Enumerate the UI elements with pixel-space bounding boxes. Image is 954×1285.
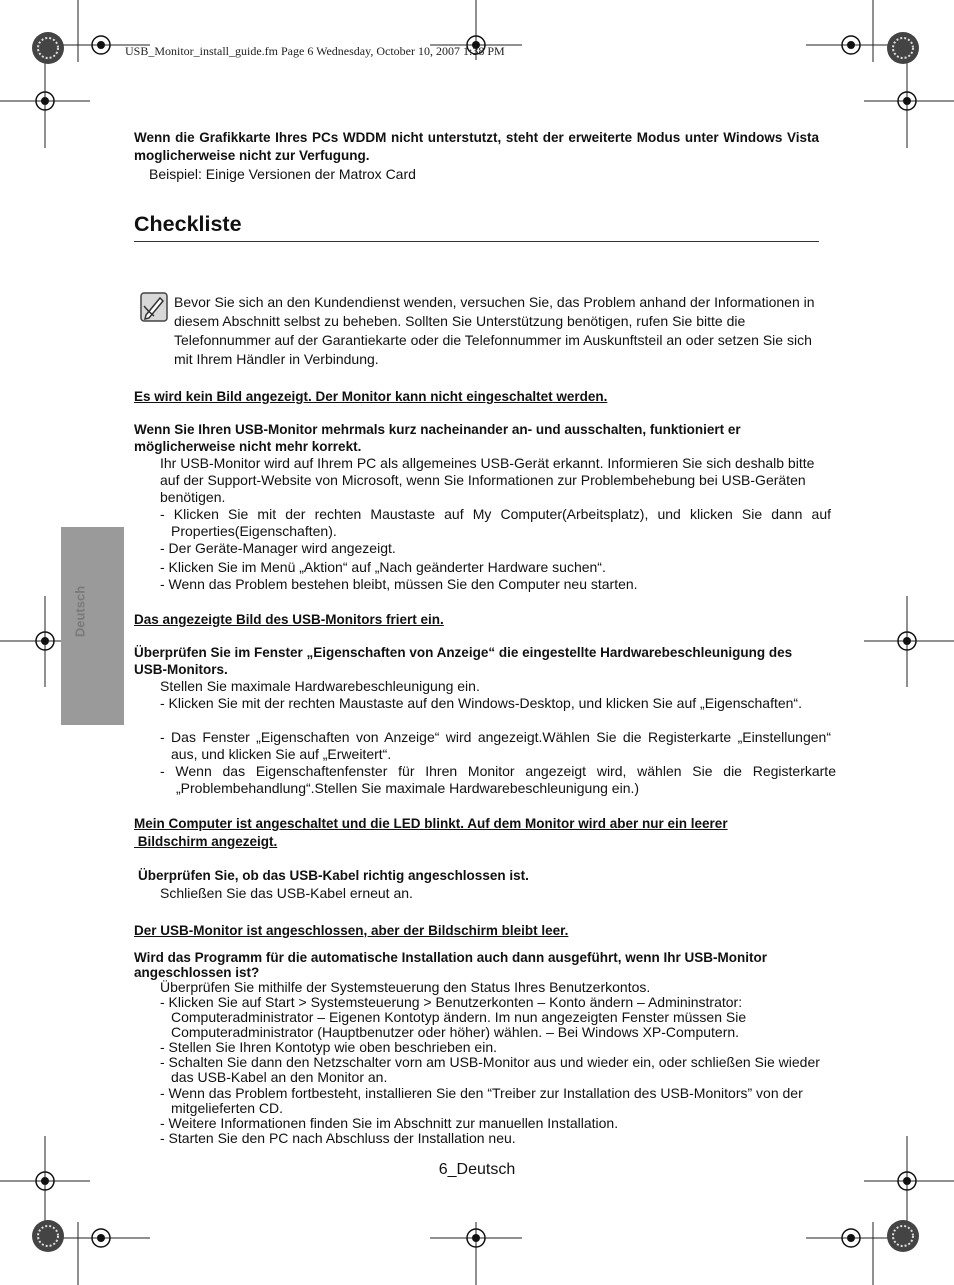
language-side-label: Deutsch: [72, 585, 88, 638]
intro-warning: Wenn die Grafikkarte Ihres PCs WDDM nicht unterstutzt, steht der erweiterte Modus unter Windows Vista moglicherweise nicht zur Verfugung.: [134, 130, 819, 163]
issue-subhead: Wird das Programm für die automatische Installation auch dann ausgeführt, wenn Ihr USB-Monitor angeschlossen ist?: [134, 950, 767, 980]
issue-step: - Der Geräte-Manager wird angezeigt.: [160, 540, 396, 556]
title-divider: [134, 241, 819, 242]
note-pencil-icon: [140, 292, 168, 322]
issue-step: - Starten Sie den PC nach Abschluss der Installation neu.: [160, 1130, 516, 1146]
issue-subhead: Wenn Sie Ihren USB-Monitor mehrmals kurz nacheinander an- und ausschalten, funktioniert er möglicherweise nicht mehr korrekt.: [134, 422, 741, 454]
issue-step: - Weitere Informationen finden Sie im Abschnitt zur manuellen Installation.: [160, 1115, 619, 1131]
issue-step: - Klicken Sie mit der rechten Maustaste auf den Windows-Desktop, und klicken Sie auf „Eigenschaften“.: [160, 695, 802, 711]
language-side-tab: [61, 527, 124, 725]
page-number: 6_Deutsch: [438, 1161, 516, 1178]
issue-body: Überprüfen Sie mithilfe der Systemsteuerung den Status Ihres Benutzerkontos.: [160, 979, 651, 995]
issue-step: - Wenn das Problem bestehen bleibt, müssen Sie den Computer neu starten.: [160, 576, 638, 592]
intro-example: Beispiel: Einige Versionen der Matrox Card: [149, 166, 416, 182]
issue-step: - Klicken Sie auf Start > Systemsteuerung > Benutzerkonten – Konto ändern – Admininstrator: Computeradministrator – Eigenen Kontotyp ändern. Im nun angezeigten Fenster müssen Sie Computeradministrator (Hauptbenutzer oder höher) wählen. – Bei Windows XP-Computern.: [160, 994, 747, 1040]
issue-body: Stellen Sie maximale Hardwarebeschleunigung ein.: [160, 678, 480, 694]
issue-step: - Stellen Sie Ihren Kontotyp wie oben beschrieben ein.: [160, 1039, 497, 1055]
issue-heading: Bildschirm angezeigt.: [134, 834, 278, 849]
issue-step: - Wenn das Eigenschaftenfenster für Ihren Monitor angezeigt wird, wählen Sie die Registerkarte „Problembehandlung“.Stellen Sie maximale Hardwarebeschleunigung ein.): [160, 763, 836, 796]
issue-heading: Das angezeigte Bild des USB-Monitors friert ein.: [134, 612, 444, 627]
issue-heading: Mein Computer ist angeschaltet und die LED blinkt. Auf dem Monitor wird aber nur ein leerer: [134, 816, 728, 831]
issue-body: Schließen Sie das USB-Kabel erneut an.: [160, 885, 413, 901]
issue-heading: Der USB-Monitor ist angeschlossen, aber der Bildschirm bleibt leer.: [134, 923, 569, 938]
issue-step: - Wenn das Problem fortbesteht, installieren Sie den “Treiber zur Installation des USB-Monitors” von der mitgelieferten CD.: [160, 1085, 803, 1116]
issue-subhead: Überprüfen Sie, ob das USB-Kabel richtig angeschlossen ist.: [138, 868, 529, 883]
page-title: Checkliste: [134, 212, 242, 236]
issue-heading: Es wird kein Bild angezeigt. Der Monitor kann nicht eingeschaltet werden.: [134, 389, 608, 404]
issue-body: Ihr USB-Monitor wird auf Ihrem PC als allgemeines USB-Gerät erkannt. Informieren Sie sich deshalb bitte auf der Support-Website von Microsoft, wenn Sie Informationen zur Problembehebung bei USB-Geräten benötigen.: [160, 455, 815, 505]
issue-step: - Klicken Sie im Menü „Aktion“ auf „Nach geänderter Hardware suchen“.: [160, 559, 606, 575]
issue-step: - Klicken Sie mit der rechten Maustaste auf My Computer(Arbeitsplatz), und klicken Sie dann auf Properties(Eigenschaften).: [160, 506, 831, 539]
issue-step: - Schalten Sie dann den Netzschalter vorn am USB-Monitor aus und wieder ein, oder schließen Sie wieder das USB-Kabel an den Monitor an.: [160, 1054, 820, 1085]
issue-subhead: Überprüfen Sie im Fenster „Eigenschaften von Anzeige“ die eingestellte Hardwarebeschleunigung des USB-Monitors.: [134, 645, 793, 677]
issue-step: - Das Fenster „Eigenschaften von Anzeige“ wird angezeigt.Wählen Sie die Registerkarte „Einstellungen“ aus, und klicken Sie auf „Erweitert“.: [160, 729, 831, 762]
print-header: USB_Monitor_install_guide.fm Page 6 Wednesday, October 10, 2007 1:38 PM: [125, 44, 505, 58]
note-text: Bevor Sie sich an den Kundendienst wenden, versuchen Sie, das Problem anhand der Informationen in diesem Abschnitt selbst zu beheben. Sollten Sie Unterstützung benötigen, rufen Sie bitte die Telefonnummer auf der Garantiekarte oder die Telefonnummer im Auskunftsteil an oder setzen Sie sich mit Ihrem Händler in Verbindung.: [174, 294, 815, 367]
